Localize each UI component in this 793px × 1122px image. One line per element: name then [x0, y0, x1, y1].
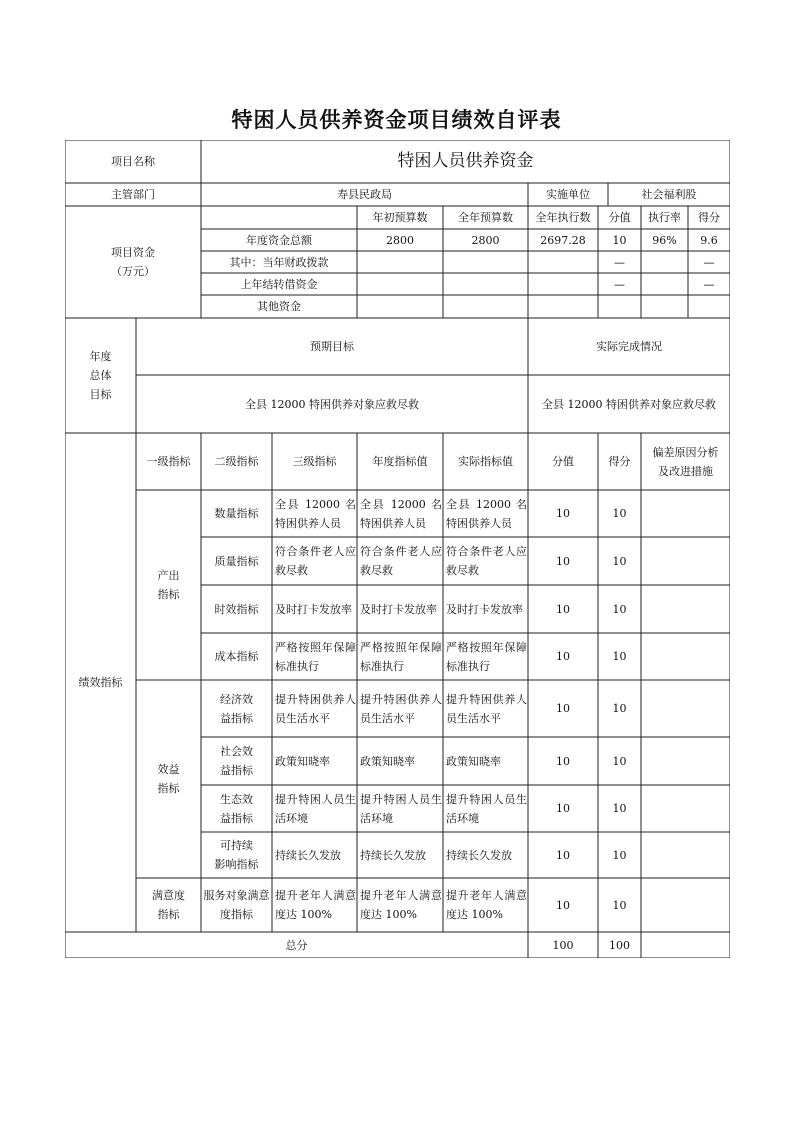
annual-target-value: 提升特困供养人员生活水平	[360, 692, 442, 725]
indicator-header-4: 年度指标值	[372, 455, 428, 468]
score-max: 10	[556, 898, 570, 912]
actual-value: 严格按照年保障标准执行	[446, 640, 527, 673]
dept-value: 寿县民政局	[337, 188, 392, 201]
page-title: 特困人员供养资金项目绩效自评表	[231, 108, 562, 132]
actual-value: 符合条件老人应救尽救	[446, 545, 527, 577]
funds-cell: 9.6	[700, 233, 718, 247]
funds-cell: 96%	[652, 233, 677, 247]
funds-cell	[641, 273, 688, 295]
funds-cell: 2800	[471, 233, 500, 247]
goals-label: 年度 总体 目标	[89, 350, 112, 401]
score: 10	[612, 650, 627, 663]
level2-indicator: 经济效 益指标	[220, 692, 253, 725]
funds-header-4: 分值	[608, 211, 631, 224]
annual-target-value: 政策知晓率	[360, 754, 415, 768]
funds-cell: —	[614, 255, 625, 269]
score: 10	[612, 554, 627, 568]
funds-cell	[641, 295, 688, 318]
level3-indicator: 及时打卡发放率	[275, 602, 352, 616]
annual-target-value: 持续长久发放	[360, 848, 426, 862]
level3-indicator: 提升老年人满意度达 100%	[275, 889, 356, 921]
funds-cell: 2800	[386, 233, 414, 247]
actual-value: 及时打卡发放率	[446, 602, 523, 616]
score: 10	[612, 602, 627, 616]
actual-value: 提升特困人员生活环境	[446, 792, 527, 825]
annual-target-value: 符合条件老人应救尽救	[360, 545, 442, 577]
indicator-header-5: 实际指标值	[458, 455, 513, 468]
dept-label: 主管部门	[111, 188, 155, 201]
level1-indicator: 产出 指标	[157, 569, 180, 601]
annual-target-value: 全县 12000 名特困供养人员	[360, 497, 442, 530]
impl-value: 社会福利股	[641, 188, 697, 201]
score-max: 10	[556, 554, 570, 568]
level2-indicator: 可持续 影响指标	[214, 839, 259, 871]
funds-row-label: 其他资金	[257, 300, 301, 313]
funds-cell	[443, 273, 528, 295]
annual-target-value: 提升老年人满意度达 100%	[360, 889, 442, 921]
level1-indicator: 效益 指标	[157, 763, 180, 795]
funds-cell	[641, 251, 688, 273]
score: 10	[612, 702, 627, 715]
level3-indicator: 提升特困供养人员生活水平	[275, 692, 356, 725]
level2-indicator: 质量指标	[214, 554, 259, 568]
score-max: 10	[556, 702, 570, 715]
deviation-note	[641, 633, 730, 680]
funds-cell	[528, 251, 598, 273]
project-name-value: 特困人员供养资金	[397, 151, 534, 171]
level2-indicator: 数量指标	[214, 507, 259, 520]
funds-cell	[357, 295, 443, 318]
level2-indicator: 生态效 益指标	[220, 792, 253, 825]
deviation-note	[641, 878, 730, 932]
funds-cell	[528, 295, 598, 318]
funds-cell: —	[614, 277, 625, 291]
funds-cell: —	[703, 255, 715, 269]
annual-target-value: 提升特困人员生活环境	[360, 792, 442, 825]
funds-cell	[528, 273, 598, 295]
actual-value: 持续长久发放	[446, 848, 512, 862]
funds-header-6: 得分	[698, 211, 720, 224]
project-name-label: 项目名称	[111, 155, 155, 168]
score-max: 10	[556, 754, 570, 768]
funds-cell	[357, 251, 443, 273]
funds-cell: 2697.28	[540, 233, 586, 247]
funds-header-5: 执行率	[648, 211, 681, 224]
deviation-note	[641, 785, 730, 832]
annual-target-value: 及时打卡发放率	[360, 602, 437, 616]
actual-value: 政策知晓率	[446, 754, 501, 768]
impl-label: 实施单位	[546, 188, 590, 201]
score-max: 10	[556, 802, 570, 815]
deviation-note	[641, 537, 730, 585]
actual-value: 提升老年人满意度达 100%	[446, 889, 527, 921]
goals-actual-header: 实际完成情况	[596, 340, 662, 353]
level3-indicator: 政策知晓率	[275, 754, 330, 768]
level2-indicator: 社会效 益指标	[220, 745, 253, 777]
level3-indicator: 严格按照年保障标准执行	[275, 640, 356, 673]
funds-header-2: 全年预算数	[458, 211, 513, 224]
indicator-header-2: 二级指标	[214, 455, 259, 468]
deviation-note	[641, 585, 730, 633]
funds-cell: —	[703, 277, 715, 291]
funds-cell: 10	[612, 233, 627, 247]
score: 10	[612, 507, 627, 520]
total-label: 总分	[285, 938, 308, 952]
goals-expected-header: 预期目标	[310, 340, 354, 353]
indicator-header-8: 偏差原因分析 及改进措施	[652, 445, 719, 478]
indicator-header-6: 分值	[552, 455, 574, 468]
funds-label: 项目资金 （万元）	[111, 246, 155, 278]
level3-indicator: 全县 12000 名特困供养人员	[275, 497, 356, 530]
funds-row-label: 上年结转借资金	[240, 277, 318, 291]
deviation-note	[641, 680, 730, 737]
goals-expected-value: 全县 12000 特困供养对象应救尽救	[245, 397, 419, 411]
score-max: 10	[556, 650, 570, 663]
deviation-note	[641, 737, 730, 785]
score-max: 10	[556, 602, 570, 616]
level3-indicator: 提升特困人员生活环境	[275, 792, 356, 825]
annual-target-value: 严格按照年保障标准执行	[360, 640, 442, 673]
score: 10	[612, 898, 627, 912]
actual-value: 提升特困供养人员生活水平	[446, 692, 527, 725]
funds-cell	[357, 273, 443, 295]
level2-indicator: 服务对象满意度指标	[203, 889, 270, 921]
level3-indicator: 持续长久发放	[275, 848, 341, 862]
score: 10	[612, 848, 627, 862]
score: 10	[612, 802, 627, 815]
level2-indicator: 时效指标	[214, 602, 259, 616]
total-score: 100	[609, 938, 630, 952]
indicator-header-3: 三级指标	[292, 455, 337, 468]
deviation-note	[641, 832, 730, 878]
level3-indicator: 符合条件老人应救尽救	[275, 545, 356, 577]
indicator-header-1: 一级指标	[146, 455, 191, 468]
actual-value: 全县 12000 名特困供养人员	[446, 497, 527, 530]
score-max: 10	[556, 507, 570, 520]
level1-indicator: 满意度 指标	[152, 889, 185, 921]
goals-actual-value: 全县 12000 特困供养对象应救尽救	[542, 397, 716, 411]
indicator-header-7: 得分	[608, 455, 631, 468]
deviation-note	[641, 490, 730, 537]
indicators-label: 绩效指标	[78, 676, 123, 689]
funds-row-label: 年度资金总额	[246, 233, 312, 247]
funds-cell	[443, 251, 528, 273]
funds-row-label: 其中：当年财政拨款	[229, 255, 329, 269]
score: 10	[612, 754, 627, 768]
funds-cell	[598, 295, 641, 318]
funds-cell	[688, 295, 730, 318]
level2-indicator: 成本指标	[214, 650, 259, 663]
total-score-max: 100	[552, 938, 574, 952]
score-max: 10	[556, 848, 570, 862]
funds-header-1: 年初预算数	[372, 211, 428, 224]
funds-cell	[443, 295, 528, 318]
evaluation-table	[65, 140, 730, 958]
funds-header-3: 全年执行数	[535, 211, 591, 224]
